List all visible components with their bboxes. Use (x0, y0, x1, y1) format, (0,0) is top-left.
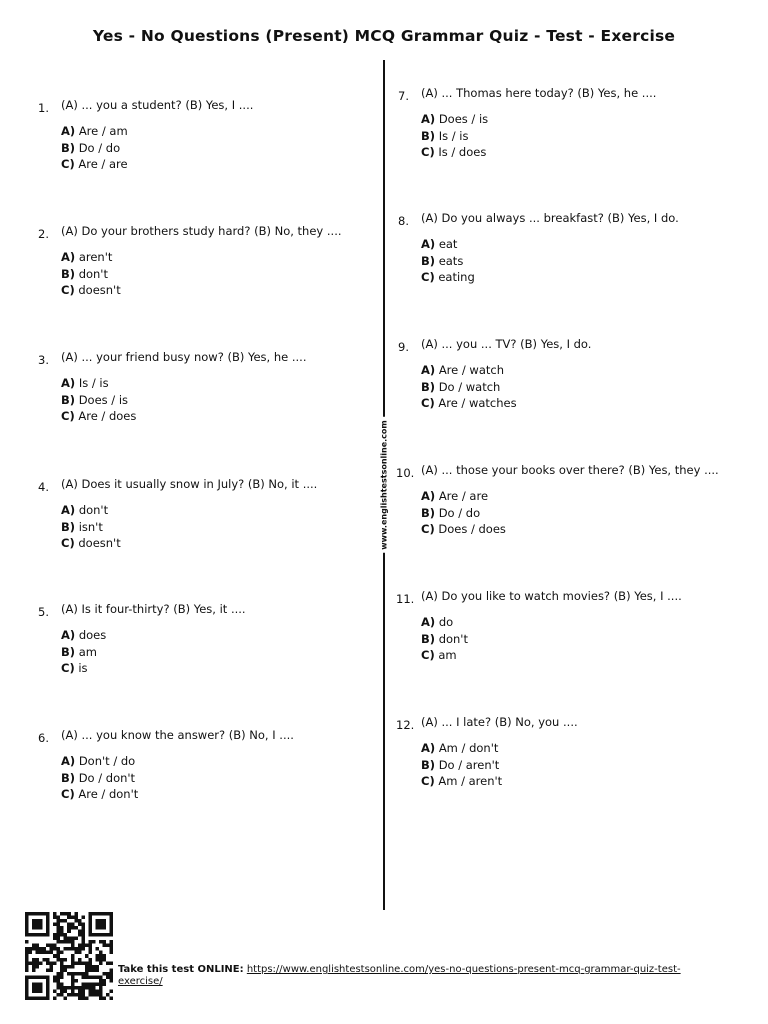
question-line (38, 350, 391, 367)
question-text: (A) ... you ... TV? (B) Yes, I do. (421, 337, 592, 351)
question-line (398, 337, 751, 354)
question-text: (A) ... I late? (B) No, you .... (421, 715, 578, 729)
question-number: 12. (396, 718, 415, 732)
answer-options (421, 488, 751, 538)
option-letter: B) (421, 505, 436, 520)
option-letter: C) (61, 283, 75, 297)
question-text: (A) Is it four-thirty? (B) Yes, it .... (61, 602, 246, 616)
answer-option (61, 408, 391, 425)
option-text: Do / do (78, 140, 121, 155)
option-letter: B) (61, 392, 76, 407)
option-text: Are / are (438, 489, 489, 503)
question-11 (396, 589, 751, 664)
option-letter: A) (61, 376, 76, 390)
answer-option (421, 614, 751, 631)
answer-option (61, 392, 391, 409)
answer-option (421, 757, 751, 774)
option-text: Are / don't (78, 787, 139, 801)
footer (118, 964, 698, 988)
option-text: Are / am (78, 124, 128, 138)
option-letter: B) (61, 644, 76, 659)
answer-option (61, 249, 391, 266)
question-line (38, 98, 391, 115)
option-text: am (438, 648, 457, 662)
option-letter: A) (61, 754, 76, 768)
option-letter: B) (61, 519, 76, 534)
option-letter: C) (421, 648, 435, 662)
option-letter: B) (421, 253, 436, 268)
answer-option (421, 505, 751, 522)
answer-option (61, 786, 391, 803)
option-letter: B) (61, 140, 76, 155)
option-text: Is / is (438, 128, 469, 143)
option-letter: C) (61, 536, 75, 550)
option-text: eat (438, 237, 458, 251)
option-letter: C) (421, 522, 435, 536)
option-text: don't (78, 503, 109, 517)
option-letter: A) (421, 112, 436, 126)
answer-option (421, 631, 751, 648)
answer-options (421, 614, 751, 664)
question-text: (A) ... you know the answer? (B) No, I .... (61, 728, 294, 742)
question-8 (398, 211, 751, 286)
question-1 (38, 98, 391, 173)
option-letter: A) (61, 250, 76, 264)
question-number: 9. (398, 340, 409, 354)
option-letter: C) (61, 661, 75, 675)
answer-option (61, 535, 391, 552)
question-number: 3. (38, 353, 49, 367)
answer-option (421, 236, 751, 253)
question-line (38, 728, 391, 745)
answer-option (421, 111, 751, 128)
answer-option (61, 140, 391, 157)
question-line (398, 86, 751, 103)
answer-option (61, 266, 391, 283)
option-text: is (78, 661, 88, 675)
option-text: Do / aren't (438, 757, 500, 772)
question-line (396, 463, 751, 480)
option-letter: B) (421, 128, 436, 143)
answer-options (421, 111, 751, 161)
answer-options (61, 753, 391, 803)
option-letter: A) (421, 363, 436, 377)
option-letter: C) (61, 157, 75, 171)
question-number: 6. (38, 731, 49, 745)
answer-option (61, 753, 391, 770)
question-number: 11. (396, 592, 415, 606)
option-text: does (78, 628, 107, 642)
answer-option (421, 521, 751, 538)
question-number: 5. (38, 605, 49, 619)
option-letter: A) (421, 489, 436, 503)
option-letter: C) (61, 409, 75, 423)
answer-option (61, 644, 391, 661)
option-text: eating (438, 270, 475, 284)
option-text: aren't (78, 250, 113, 264)
option-text: don't (438, 631, 468, 646)
option-text: do (438, 615, 454, 629)
question-number: 8. (398, 214, 409, 228)
option-text: Are / watches (438, 396, 517, 410)
answer-options (61, 502, 391, 552)
answer-options (61, 627, 391, 677)
option-letter: A) (61, 503, 76, 517)
qr-code-icon (25, 912, 113, 1000)
option-text: Don't / do (78, 754, 136, 768)
answer-options (61, 249, 391, 299)
answer-option (421, 379, 751, 396)
question-text: (A) ... you a student? (B) Yes, I .... (61, 98, 254, 112)
answer-option (421, 773, 751, 790)
option-text: Do / do (438, 505, 481, 520)
question-text: (A) ... your friend busy now? (B) Yes, he .... (61, 350, 307, 364)
question-text: (A) Do your brothers study hard? (B) No, they .... (61, 224, 342, 238)
answer-option (421, 362, 751, 379)
option-letter: B) (421, 757, 436, 772)
option-text: Are / are (78, 157, 128, 171)
option-letter: C) (421, 145, 435, 159)
option-text: Are / watch (438, 363, 504, 377)
option-text: doesn't (78, 283, 121, 297)
question-line (38, 602, 391, 619)
option-text: don't (78, 266, 108, 281)
page-title: Yes - No Questions (Present) MCQ Grammar Quiz - Test - Exercise (92, 27, 676, 45)
option-text: doesn't (78, 536, 121, 550)
answer-option (61, 519, 391, 536)
option-text: Am / don't (438, 741, 499, 755)
option-text: Does / is (438, 112, 489, 126)
option-letter: A) (61, 628, 76, 642)
question-number: 2. (38, 227, 49, 241)
question-9 (398, 337, 751, 412)
question-line (38, 224, 391, 241)
question-text: (A) Do you like to watch movies? (B) Yes, I .... (421, 589, 682, 603)
question-text: (A) ... Thomas here today? (B) Yes, he .... (421, 86, 657, 100)
question-10 (396, 463, 751, 538)
question-2 (38, 224, 391, 299)
option-text: eats (438, 253, 464, 268)
option-letter: A) (421, 615, 436, 629)
question-line (396, 589, 751, 606)
option-letter: A) (421, 237, 436, 251)
answer-option (421, 647, 751, 664)
answer-options (421, 362, 751, 412)
question-3 (38, 350, 391, 425)
question-line (398, 211, 751, 228)
option-letter: C) (61, 787, 75, 801)
question-number: 7. (398, 89, 409, 103)
option-text: Do / don't (78, 770, 136, 785)
question-line (38, 477, 391, 494)
option-letter: B) (421, 379, 436, 394)
option-letter: B) (61, 770, 76, 785)
answer-option (61, 282, 391, 299)
question-number: 10. (396, 466, 415, 480)
answer-option (421, 269, 751, 286)
answer-option (61, 770, 391, 787)
option-text: Does / is (78, 392, 129, 407)
option-text: am (78, 644, 97, 659)
answer-option (421, 253, 751, 270)
answer-options (421, 740, 751, 790)
option-text: Am / aren't (438, 774, 503, 788)
option-letter: A) (421, 741, 436, 755)
question-text: (A) ... those your books over there? (B) Yes, they .... (421, 463, 719, 477)
option-letter: C) (421, 270, 435, 284)
option-letter: B) (61, 266, 76, 281)
answer-option (421, 128, 751, 145)
answer-option (61, 123, 391, 140)
option-text: Are / does (78, 409, 137, 423)
question-6 (38, 728, 391, 803)
answer-option (61, 375, 391, 392)
question-12 (396, 715, 751, 790)
question-line (396, 715, 751, 732)
answer-option (61, 502, 391, 519)
question-4 (38, 477, 391, 552)
option-text: Is / is (78, 376, 109, 390)
footer-label: Take this test ONLINE: (118, 964, 244, 975)
answer-option (421, 144, 751, 161)
option-letter: C) (421, 396, 435, 410)
answer-option (421, 395, 751, 412)
question-text: (A) Does it usually snow in July? (B) No, it .... (61, 477, 318, 491)
answer-option (61, 660, 391, 677)
side-website-text: www.englishtestsonline.com (380, 417, 389, 553)
answer-option (61, 627, 391, 644)
option-text: Do / watch (438, 379, 501, 394)
answer-option (61, 156, 391, 173)
option-letter: A) (61, 124, 76, 138)
question-number: 1. (38, 101, 49, 115)
question-number: 4. (38, 480, 49, 494)
answer-option (421, 740, 751, 757)
answer-options (61, 123, 391, 173)
question-5 (38, 602, 391, 677)
option-letter: B) (421, 631, 436, 646)
option-text: Does / does (438, 522, 506, 536)
test-online-link[interactable]: https://www.englishtestsonline.com/yes-no-questions-present-mcq-grammar-quiz-test-exercise/ (118, 964, 681, 987)
question-text: (A) Do you always ... breakfast? (B) Yes, I do. (421, 211, 679, 225)
question-7 (398, 86, 751, 161)
answer-option (421, 488, 751, 505)
option-text: isn't (78, 519, 103, 534)
option-letter: C) (421, 774, 435, 788)
option-text: Is / does (438, 145, 487, 159)
answer-options (421, 236, 751, 286)
answer-options (61, 375, 391, 425)
